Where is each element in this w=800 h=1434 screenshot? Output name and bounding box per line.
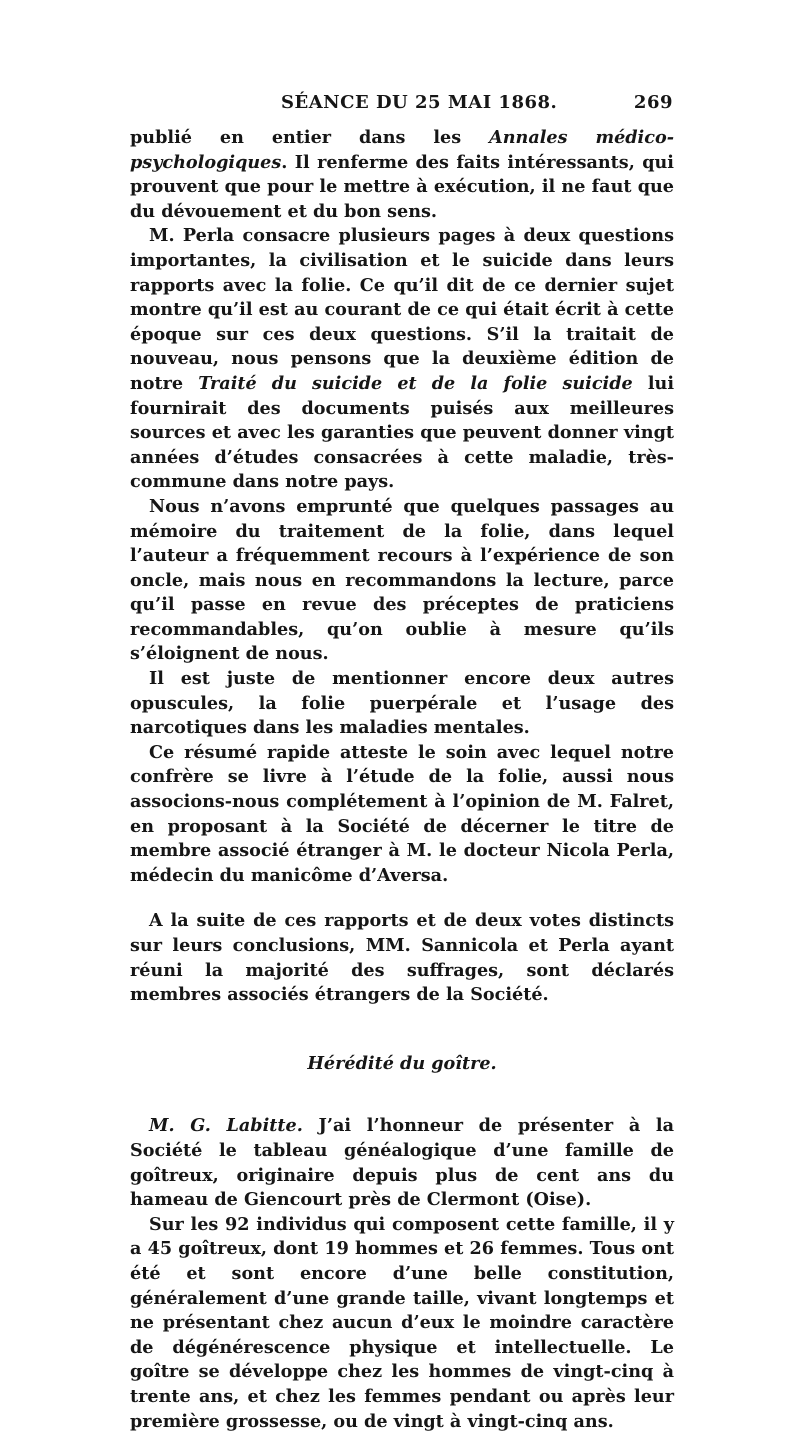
paragraph-1 <box>130 126 674 224</box>
paragraph-6: A la suite de ces rapports et de deux votes distincts sur leurs conclusions, MM. Sannicola et Perla ayant réuni la majorité des suffrages, sont déclarés membres associés étrangers de la Société. <box>130 910 674 1006</box>
paragraph-5: Ce résumé rapide atteste le soin avec lequel notre confrère se livre à l’étude de la folie, aussi nous associons-nous complétement à l’opinion de M. Falret, en proposant à la Société de décerner le titre de membre associé étranger à M. le docteur Nicola Perla, médecin du manicôme d’Aversa. <box>130 741 674 886</box>
book-title: Traité du suicide et de la folie suicide <box>198 372 633 394</box>
page-number: 269 <box>633 92 673 113</box>
journal-title: Annales médico-psychologiques <box>130 127 674 173</box>
running-head: SÉANCE DU 25 MAI 1868. <box>281 92 558 113</box>
paragraph-2 <box>130 224 674 495</box>
paragraph-spacer <box>130 888 674 909</box>
paragraph-1-text: publié en entier dans les <box>130 127 490 148</box>
paragraph-7 <box>130 1114 674 1212</box>
paragraph-1-text-end: . Il renferme des faits intéressants, qui prouvent que pour le mettre à exécution, il ne faut que du dévouement et du bon sens. <box>130 151 674 222</box>
paragraph-4: Il est juste de mentionner encore deux autres opuscules, la folie puerpérale et l’usage des narcotiques dans les maladies mentales. <box>130 668 674 739</box>
page-body <box>130 126 674 1434</box>
paragraph-7-text: J’ai l’honneur de présenter à la Société le tableau généalogique d’une famille de goîtreux, originaire depuis plus de cent ans du hameau de Giencourt près de Clermont (Oise). <box>130 1115 674 1211</box>
paragraph-8: Sur les 92 individus qui composent cette famille, il y a 45 goîtreux, dont 19 hommes et 26 femmes. Tous ont été et sont encore d’une belle constitution, généralement d’une grande taille, vivant longtemps et ne présentant chez aucun d’eux le moindre caractère de dégénérescence physique et intellectuelle. Le goître se développe chez les hommes de vingt-cinq à trente ans, et chez les femmes pendant ou après leur première grossesse, ou de vingt à vingt-cinq ans. <box>130 1213 674 1432</box>
paragraph-2-text: M. Perla consacre plusieurs pages à deux questions importantes, la civilisation et le suicide dans leurs rapports avec la folie. Ce qu’il dit de ce dernier sujet montre qu’il est au courant de ce qui était écrit à cette époque sur ces deux questions. S’il la traitait de nouveau, nous pensons que la deuxième édition de notre <box>130 225 674 394</box>
paragraph-3: Nous n’avons emprunté que quelques passages au mémoire du traitement de la folie, dans lequel l’auteur a fréquemment recours à l’expérience de son oncle, mais nous en recommandons la lecture, parce qu’il passe en revue des préceptes de praticiens recommandables, qu’on oublie à mesure qu’ils s’éloignent de nous. <box>130 495 674 665</box>
section-heading: Hérédité du goître. <box>307 1052 497 1074</box>
paragraph-2-text-end: lui fournirait des documents puisés aux meilleures sources et avec les garanties que peuvent donner vingt années d’études consacrées à cette maladie, très-commune dans notre pays. <box>130 372 674 493</box>
speaker-name: M. G. Labitte. <box>149 1115 303 1137</box>
page-header <box>128 90 673 120</box>
